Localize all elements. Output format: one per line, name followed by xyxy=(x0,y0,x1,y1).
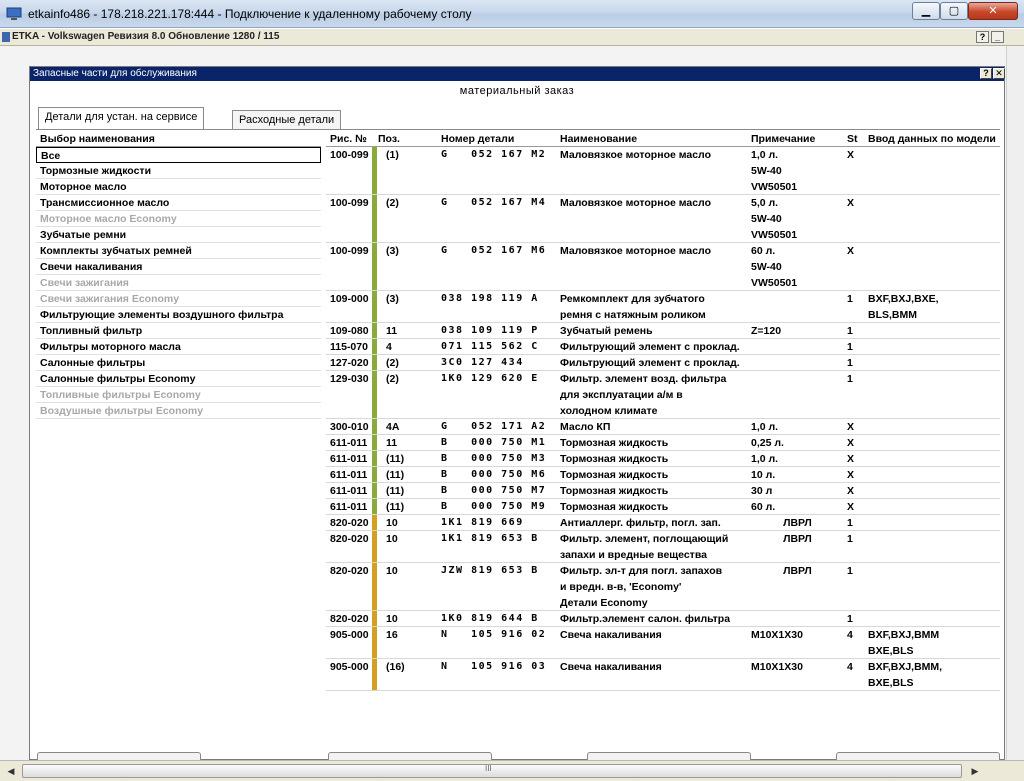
cell-part-number: B 000 750 M3 xyxy=(441,453,547,464)
cell-position: (2) xyxy=(386,357,399,369)
cell-model-data: BXF,BXJ,BXE, BLS,BMM xyxy=(868,293,939,321)
cell-name: Масло КП xyxy=(560,421,611,433)
cell-figure: 100-099 xyxy=(330,197,369,209)
table-row[interactable] xyxy=(326,435,1000,451)
dialog-help-button[interactable]: ? xyxy=(980,68,992,79)
table-row[interactable] xyxy=(326,483,1000,499)
cell-note: ЛВРЛ xyxy=(751,517,812,529)
name-list-item[interactable]: Комплекты зубчатых ремней xyxy=(36,243,321,259)
cell-st: X xyxy=(847,421,855,433)
background-vertical-scrollbar[interactable] xyxy=(1006,46,1024,760)
table-row[interactable] xyxy=(326,659,1000,691)
cell-part-number: G 052 167 M6 xyxy=(441,245,547,256)
name-list-item[interactable]: Салонные фильтры Economy xyxy=(36,371,321,387)
dialog-subtitle: материальный заказ xyxy=(459,85,575,97)
cell-part-number: G 052 171 A2 xyxy=(441,421,547,432)
row-status-bar xyxy=(372,499,377,514)
table-row[interactable] xyxy=(326,451,1000,467)
cell-position: (3) xyxy=(386,293,399,305)
name-list-item[interactable]: Свечи зажигания xyxy=(36,275,321,291)
table-row[interactable] xyxy=(326,339,1000,355)
cell-position: (11) xyxy=(386,469,405,481)
row-status-bar xyxy=(372,467,377,482)
cell-note: ЛВРЛ xyxy=(751,533,812,545)
table-row[interactable] xyxy=(326,611,1000,627)
row-status-bar xyxy=(372,531,377,562)
cell-position: (2) xyxy=(386,373,399,385)
table-row[interactable] xyxy=(326,323,1000,339)
table-row[interactable] xyxy=(326,195,1000,243)
cell-figure: 611-011 xyxy=(330,501,368,513)
cell-name: Свеча накаливания xyxy=(560,629,662,641)
cell-st: X xyxy=(847,197,855,209)
cell-part-number: 3C0 127 434 xyxy=(441,357,524,368)
cell-position: 11 xyxy=(386,437,398,449)
cell-figure: 300-010 xyxy=(330,421,369,433)
cell-note: M10X1X30 xyxy=(751,661,803,673)
cell-figure: 129-030 xyxy=(330,373,369,385)
rdp-titlebar xyxy=(0,0,1024,28)
row-status-bar xyxy=(372,563,377,610)
cell-name: Тормозная жидкость xyxy=(560,453,669,465)
tab-service-parts[interactable]: Детали для устан. на сервисе xyxy=(38,107,204,129)
row-status-bar xyxy=(372,483,377,498)
row-status-bar xyxy=(372,627,377,658)
cell-part-number: B 000 750 M9 xyxy=(441,501,547,512)
table-row[interactable] xyxy=(326,243,1000,291)
cell-st: X xyxy=(847,501,855,513)
cell-name: Ремкомплект для зубчатого ремня с натяжным роликом xyxy=(560,293,706,321)
cell-position: (16) xyxy=(386,661,405,673)
name-list-item[interactable]: Фильтры моторного масла xyxy=(36,339,321,355)
cell-position: (11) xyxy=(386,501,405,513)
cell-figure: 611-011 xyxy=(330,437,368,449)
name-list-item[interactable]: Свечи зажигания Economy xyxy=(36,291,321,307)
cell-position: 10 xyxy=(386,613,398,625)
cell-name: Маловязкое моторное масло xyxy=(560,245,711,257)
cell-note: Z=120 xyxy=(751,325,782,337)
table-row[interactable] xyxy=(326,291,1000,323)
etka-help-button[interactable]: ? xyxy=(976,31,989,43)
cell-part-number: N 105 916 02 xyxy=(441,629,547,640)
table-row[interactable] xyxy=(326,531,1000,563)
row-status-bar xyxy=(372,323,377,338)
cell-part-number: G 052 167 M4 xyxy=(441,197,547,208)
cell-note: 10 л. xyxy=(751,469,776,481)
table-row[interactable] xyxy=(326,355,1000,371)
cell-part-number: JZW 819 653 B xyxy=(441,565,539,576)
name-list-item[interactable]: Трансмиссионное масло xyxy=(36,195,321,211)
table-row[interactable] xyxy=(326,371,1000,419)
cell-part-number: 038 109 119 P xyxy=(441,325,539,336)
tab-consumables[interactable]: Расходные детали xyxy=(232,110,341,129)
cell-st: 1 xyxy=(847,373,853,385)
col-header-note[interactable]: Примечание xyxy=(751,133,816,145)
name-list-item[interactable]: Топливные фильтры Economy xyxy=(36,387,321,403)
cell-st: 1 xyxy=(847,565,853,577)
cell-st: X xyxy=(847,245,855,257)
etka-app-icon xyxy=(2,32,10,42)
row-status-bar xyxy=(372,355,377,370)
name-selection-header: Выбор наименования xyxy=(36,131,321,147)
tab-panel-border xyxy=(36,129,1000,130)
name-list-item[interactable]: Тормозные жидкости xyxy=(36,163,321,179)
cell-st: X xyxy=(847,469,855,481)
row-status-bar xyxy=(372,515,377,530)
close-button[interactable]: ✕ xyxy=(968,2,1018,20)
remote-desktop-icon xyxy=(6,7,22,21)
col-header-part-number[interactable]: Номер детали xyxy=(441,133,515,145)
horizontal-scrollbar[interactable] xyxy=(0,760,1024,781)
name-list-item[interactable]: Салонные фильтры xyxy=(36,355,321,371)
cell-name: Маловязкое моторное масло xyxy=(560,197,711,209)
cell-note: 60 л. 5W-40 VW50501 xyxy=(751,245,798,289)
row-status-bar xyxy=(372,611,377,626)
cell-position: (2) xyxy=(386,197,399,209)
cell-figure: 905-000 xyxy=(330,661,369,673)
rdp-window-title: etkainfo486 - 178.218.221.178:444 - Подключение к удаленному рабочему столу xyxy=(28,7,472,21)
cell-part-number: 1K1 819 669 xyxy=(441,517,524,528)
row-status-bar xyxy=(372,435,377,450)
cell-part-number: 1K0 819 644 B xyxy=(441,613,539,624)
cell-part-number: 1K0 129 620 E xyxy=(441,373,539,384)
col-header-st[interactable]: St xyxy=(847,133,858,145)
cell-figure: 115-070 xyxy=(330,341,368,353)
col-header-model-data[interactable]: Ввод данных по модели xyxy=(868,133,996,145)
name-list-item[interactable]: Все xyxy=(36,147,321,163)
row-status-bar xyxy=(372,371,377,418)
etka-minimize-button[interactable]: _ xyxy=(991,31,1004,43)
scroll-left-arrow-icon[interactable]: ◀ xyxy=(7,766,15,776)
row-status-bar xyxy=(372,339,377,354)
horizontal-scroll-thumb[interactable] xyxy=(22,764,962,778)
name-list-item[interactable]: Топливный фильтр xyxy=(36,323,321,339)
cell-name: Фильтр. эл-т для погл. запахов и вредн. в-в, 'Economy' Детали Economy xyxy=(560,565,723,609)
cell-part-number: B 000 750 M6 xyxy=(441,469,547,480)
cell-st: 1 xyxy=(847,325,853,337)
cell-st: X xyxy=(847,149,855,161)
row-status-bar xyxy=(372,291,377,322)
cell-position: (11) xyxy=(386,485,405,497)
cell-figure: 109-080 xyxy=(330,325,369,337)
cell-name: Фильтр.элемент салон. фильтра xyxy=(560,613,731,625)
cell-st: X xyxy=(847,453,855,465)
row-status-bar xyxy=(372,195,377,242)
cell-figure: 109-000 xyxy=(330,293,369,305)
parts-table xyxy=(326,131,1000,691)
cell-st: 4 xyxy=(847,629,853,641)
cell-st: 1 xyxy=(847,613,853,625)
cell-name: Зубчатый ремень xyxy=(560,325,653,337)
cell-part-number: N 105 916 03 xyxy=(441,661,547,672)
cell-figure: 611-011 xyxy=(330,485,368,497)
cell-figure: 127-020 xyxy=(330,357,369,369)
col-header-figure[interactable]: Рис. № xyxy=(330,133,367,145)
cell-position: 4 xyxy=(386,341,392,353)
cell-figure: 820-020 xyxy=(330,533,369,545)
col-header-name[interactable]: Наименование xyxy=(560,133,638,145)
cell-position: 10 xyxy=(386,533,398,545)
cell-st: 1 xyxy=(847,357,853,369)
cell-note: ЛВРЛ xyxy=(751,565,812,577)
cell-st: 1 xyxy=(847,341,853,353)
cell-name: Фильтрующий элемент с проклад. xyxy=(560,341,740,353)
cell-position: (11) xyxy=(386,453,405,465)
cell-st: X xyxy=(847,437,855,449)
cell-position: 10 xyxy=(386,565,398,577)
cell-model-data: BXF,BXJ,BMM, BXE,BLS xyxy=(868,661,943,689)
cell-note: 1,0 л. xyxy=(751,453,779,465)
name-list-item[interactable]: Моторное масло Economy xyxy=(36,211,321,227)
table-row[interactable] xyxy=(326,627,1000,659)
table-row[interactable] xyxy=(326,147,1000,195)
cell-part-number: 1K1 819 653 B xyxy=(441,533,539,544)
etka-app-bar xyxy=(0,29,1024,46)
cell-name: Маловязкое моторное масло xyxy=(560,149,711,161)
cell-part-number: G 052 167 M2 xyxy=(441,149,547,160)
service-parts-dialog xyxy=(29,66,1005,760)
cell-figure: 820-020 xyxy=(330,517,369,529)
cell-position: 10 xyxy=(386,517,398,529)
table-row[interactable] xyxy=(326,467,1000,483)
cell-note: 5,0 л. 5W-40 VW50501 xyxy=(751,197,798,241)
name-list-item[interactable]: Фильтрующие элементы воздушного фильтра xyxy=(36,307,321,323)
cell-model-data: BXF,BXJ,BMM BXE,BLS xyxy=(868,629,940,657)
cell-st: 1 xyxy=(847,293,853,305)
dialog-title: Запасные части для обслуживания xyxy=(33,68,197,79)
cell-name: Антиаллерг. фильтр, погл. зап. xyxy=(560,517,721,529)
scroll-grip: III xyxy=(485,764,492,773)
cell-figure: 100-099 xyxy=(330,245,369,257)
row-status-bar xyxy=(372,147,377,194)
cell-name: Фильтрующий элемент с проклад. xyxy=(560,357,740,369)
cell-figure: 820-020 xyxy=(330,613,369,625)
cell-note: 0,25 л. xyxy=(751,437,784,449)
name-list-item[interactable]: Свечи накаливания xyxy=(36,259,321,275)
cell-figure: 905-000 xyxy=(330,629,369,641)
cell-position: 16 xyxy=(386,629,398,641)
cell-st: 4 xyxy=(847,661,853,673)
scroll-right-arrow-icon[interactable]: ▶ xyxy=(971,766,979,776)
name-list-item[interactable]: Моторное масло xyxy=(36,179,321,195)
maximize-button[interactable]: ▢ xyxy=(940,2,968,20)
cell-figure: 820-020 xyxy=(330,565,369,577)
etka-app-title: ETKA - Volkswagen Ревизия 8.0 Обновление 1280 / 115 xyxy=(12,31,280,42)
name-list-item[interactable]: Воздушные фильтры Economy xyxy=(36,403,321,419)
cell-name: Фильтр. элемент возд. фильтра для эксплуатации а/м в холодном климате xyxy=(560,373,727,417)
dialog-titlebar xyxy=(30,67,1004,81)
minimize-button[interactable]: ▁ xyxy=(912,2,940,20)
cell-position: (3) xyxy=(386,245,399,257)
row-status-bar xyxy=(372,243,377,290)
cell-note: 30 л xyxy=(751,485,773,497)
cell-note: 1,0 л. xyxy=(751,421,779,433)
cell-part-number: 038 198 119 A xyxy=(441,293,539,304)
row-status-bar xyxy=(372,419,377,434)
col-header-position[interactable]: Поз. xyxy=(378,133,400,145)
cell-note: M10X1X30 xyxy=(751,629,803,641)
cell-figure: 100-099 xyxy=(330,149,369,161)
cell-note: 1,0 л. 5W-40 VW50501 xyxy=(751,149,798,193)
parts-table-header xyxy=(326,131,1000,147)
cell-position: (1) xyxy=(386,149,399,161)
cell-st: 1 xyxy=(847,533,853,545)
cell-name: Тормозная жидкость xyxy=(560,469,669,481)
table-row[interactable] xyxy=(326,499,1000,515)
cell-position: 4A xyxy=(386,421,400,433)
cell-name: Фильтр. элемент, поглощающий запахи и вредные вещества xyxy=(560,533,729,561)
cell-name: Свеча накаливания xyxy=(560,661,662,673)
name-selection-list xyxy=(36,131,321,419)
table-row[interactable] xyxy=(326,563,1000,611)
table-row[interactable] xyxy=(326,419,1000,435)
cell-st: X xyxy=(847,485,855,497)
cell-name: Тормозная жидкость xyxy=(560,485,669,497)
cell-part-number: B 000 750 M1 xyxy=(441,437,547,448)
table-row[interactable] xyxy=(326,515,1000,531)
name-list-item[interactable]: Зубчатые ремни xyxy=(36,227,321,243)
cell-name: Тормозная жидкость xyxy=(560,501,669,513)
row-status-bar xyxy=(372,451,377,466)
cell-part-number: 071 115 562 C xyxy=(441,341,539,352)
cell-figure: 611-011 xyxy=(330,453,368,465)
cell-st: 1 xyxy=(847,517,853,529)
dialog-close-button[interactable]: ✕ xyxy=(993,68,1005,79)
cell-position: 11 xyxy=(386,325,398,337)
cell-name: Тормозная жидкость xyxy=(560,437,669,449)
cell-figure: 611-011 xyxy=(330,469,368,481)
cell-note: 60 л. xyxy=(751,501,776,513)
cell-part-number: B 000 750 M7 xyxy=(441,485,547,496)
row-status-bar xyxy=(372,659,377,690)
